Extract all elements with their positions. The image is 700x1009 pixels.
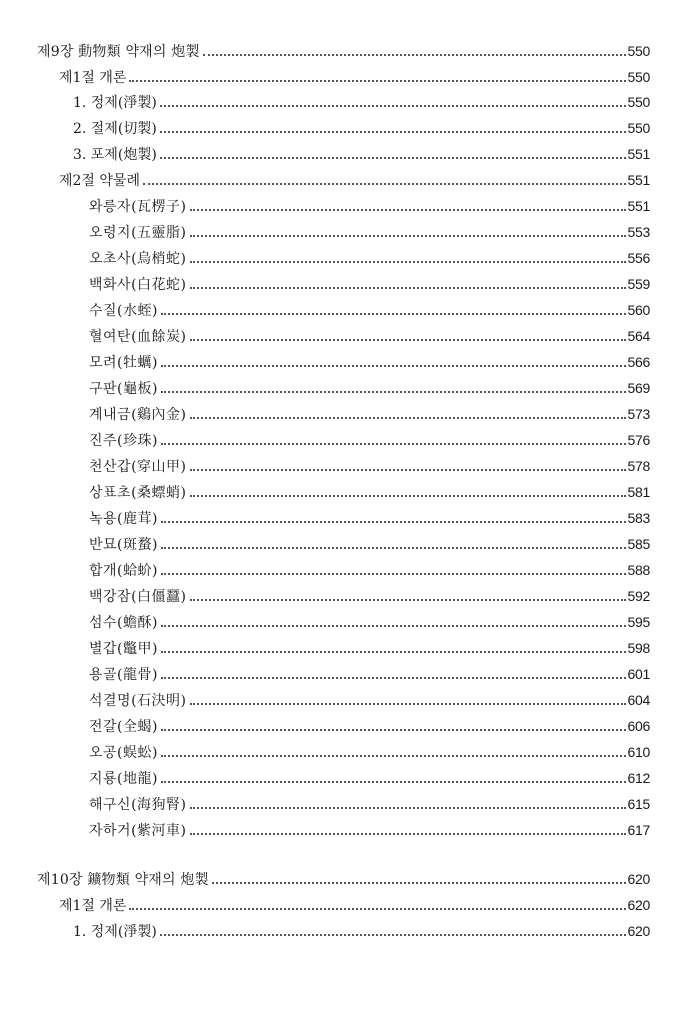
toc-entry-item [89,249,650,269]
toc-dot-leader [161,365,626,367]
toc-entry-title: 1. 정제(淨製) [73,924,157,940]
toc-entry-item [89,535,650,555]
toc-entry-title: 오초사(烏梢蛇) [89,251,187,267]
toc-entry-sub [73,145,650,165]
toc-entry-item [89,561,650,581]
toc-entry-item [89,275,650,295]
toc-entry-title: 합개(蛤蚧) [89,563,158,579]
toc-entry-title: 백화사(白花蛇) [89,277,187,293]
toc-entry-page-number: 550 [627,94,650,110]
toc-entry-title: 지룡(地龍) [89,771,158,787]
toc-dot-leader [190,261,626,263]
toc-dot-leader [160,105,626,107]
toc-entry-page-number: 573 [627,406,650,422]
toc-entry-item [89,431,650,451]
toc-entry-page-number: 560 [627,302,650,318]
toc-entry-title: 제1절 개론 [59,70,127,86]
toc-entry-item [89,379,650,399]
toc-entry-page-number: 610 [627,744,650,760]
toc-entry-sub [73,93,650,113]
toc-entry-page-number: 585 [627,536,650,552]
toc-entry-title: 3. 포제(炮製) [73,147,157,163]
toc-entry-item [89,613,650,633]
toc-entry-item [89,665,650,685]
toc-entry-item [89,717,650,737]
toc-dot-leader [161,781,626,783]
toc-entry-page-number: 606 [627,718,650,734]
toc-entry-page-number: 581 [627,484,650,500]
toc-dot-leader [161,391,626,393]
toc-entry-page-number: 551 [627,172,650,188]
toc-entry-title: 해구신(海狗腎) [89,797,187,813]
toc-entry-page-number: 559 [627,276,650,292]
toc-entry-section [59,896,650,916]
toc-entry-sub [73,922,650,942]
toc-entry-page-number: 583 [627,510,650,526]
toc-entry-page-number: 617 [627,822,650,838]
toc-entry-chapter [37,42,650,62]
toc-dot-leader [190,599,626,601]
toc-dot-leader [161,625,626,627]
toc-entry-title: 제1절 개론 [59,898,127,914]
toc-entry-title: 1. 정제(淨製) [73,95,157,111]
toc-entry-page-number: 550 [627,43,650,59]
toc-dot-leader [190,703,626,705]
toc-entry-title: 와릉자(瓦楞子) [89,199,187,215]
toc-dot-leader [143,183,626,185]
toc-dot-leader [190,235,626,237]
toc-dot-leader [160,131,626,133]
toc-entry-item [89,795,650,815]
toc-entry-item [89,483,650,503]
toc-dot-leader [161,729,626,731]
toc-dot-leader [212,882,626,884]
toc-entry-title: 2. 절제(切製) [73,121,157,137]
toc-entry-item [89,197,650,217]
toc-entry-title: 전갈(全蝎) [89,719,158,735]
toc-dot-leader [190,807,626,809]
toc-dot-leader [161,521,626,523]
toc-entry-page-number: 556 [627,250,650,266]
toc-entry-item [89,743,650,763]
toc-entry-page-number: 576 [627,432,650,448]
toc-entry-chapter [37,870,650,890]
toc-dot-leader [160,934,626,936]
toc-entry-page-number: 564 [627,328,650,344]
toc-entry-item [89,769,650,789]
toc-entry-title: 진주(珍珠) [89,433,158,449]
toc-entry-title: 제9장 動物類 약재의 炮製 [37,44,200,60]
toc-entry-item [89,223,650,243]
toc-entry-title: 녹용(鹿茸) [89,511,158,527]
toc-entry-item [89,509,650,529]
toc-entry-title: 별갑(鼈甲) [89,641,158,657]
toc-entry-title: 구판(龜板) [89,381,158,397]
toc-entry-page-number: 598 [627,640,650,656]
toc-dot-leader [161,651,626,653]
toc-entry-section [59,171,650,191]
toc-dot-leader [190,339,626,341]
toc-dot-leader [190,469,626,471]
toc-entry-item [89,353,650,373]
toc-dot-leader [160,157,626,159]
toc-entry-page-number: 569 [627,380,650,396]
toc-entry-title: 오공(蜈蚣) [89,745,158,761]
toc-entry-item [89,301,650,321]
toc-entry-page-number: 550 [627,69,650,85]
toc-entry-title: 오령지(五靈脂) [89,225,187,241]
toc-entry-page-number: 615 [627,796,650,812]
toc-entry-page-number: 595 [627,614,650,630]
toc-dot-leader [161,573,626,575]
toc-dot-leader [190,287,626,289]
toc-entry-page-number: 553 [627,224,650,240]
toc-entry-title: 석결명(石決明) [89,693,187,709]
toc-entry-page-number: 566 [627,354,650,370]
toc-entry-item [89,821,650,841]
toc-entry-item [89,691,650,711]
toc-dot-leader [129,80,625,82]
toc-entry-page-number: 588 [627,562,650,578]
toc-entry-page-number: 612 [627,770,650,786]
toc-entry-page-number: 550 [627,120,650,136]
toc-entry-page-number: 620 [627,923,650,939]
toc-entry-title: 백강잠(白僵蠶) [89,589,187,605]
toc-entry-page-number: 551 [627,146,650,162]
toc-dot-leader [129,908,625,910]
toc-entry-title: 천산갑(穿山甲) [89,459,187,475]
toc-dot-leader [161,313,626,315]
toc-entry-page-number: 620 [627,897,650,913]
toc-entry-page-number: 551 [627,198,650,214]
toc-entry-item [89,327,650,347]
toc-entry-page-number: 620 [627,871,650,887]
toc-dot-leader [190,833,626,835]
toc-entry-title: 섬수(蟾酥) [89,615,158,631]
toc-entry-page-number: 592 [627,588,650,604]
toc-entry-item [89,405,650,425]
toc-dot-leader [190,417,626,419]
toc-dot-leader [161,755,626,757]
toc-entry-page-number: 604 [627,692,650,708]
toc-entry-sub [73,119,650,139]
toc-entry-page-number: 578 [627,458,650,474]
toc-entry-title: 모려(牡蠣) [89,355,158,371]
toc-entry-title: 계내금(鷄內金) [89,407,187,423]
toc-entry-item [89,587,650,607]
toc-dot-leader [203,54,626,56]
toc-entry-section [59,68,650,88]
toc-entry-title: 상표초(桑螵蛸) [89,485,187,501]
toc-entry-title: 제2절 약물례 [59,173,140,189]
toc-dot-leader [161,547,626,549]
toc-entry-title: 수질(水蛭) [89,303,158,319]
toc-entry-item [89,639,650,659]
toc-entry-title: 용골(龍骨) [89,667,158,683]
toc-entry-title: 제10장 鑛物類 약재의 炮製 [37,872,209,888]
toc-entry-title: 반묘(斑蝥) [89,537,158,553]
toc-dot-leader [161,677,626,679]
toc-dot-leader [190,495,626,497]
toc-entry-title: 혈여탄(血餘炭) [89,329,187,345]
toc-entry-item [89,457,650,477]
toc-entry-title: 자하거(紫河車) [89,823,187,839]
toc-entry-page-number: 601 [627,666,650,682]
toc-dot-leader [161,443,626,445]
toc-dot-leader [190,209,626,211]
